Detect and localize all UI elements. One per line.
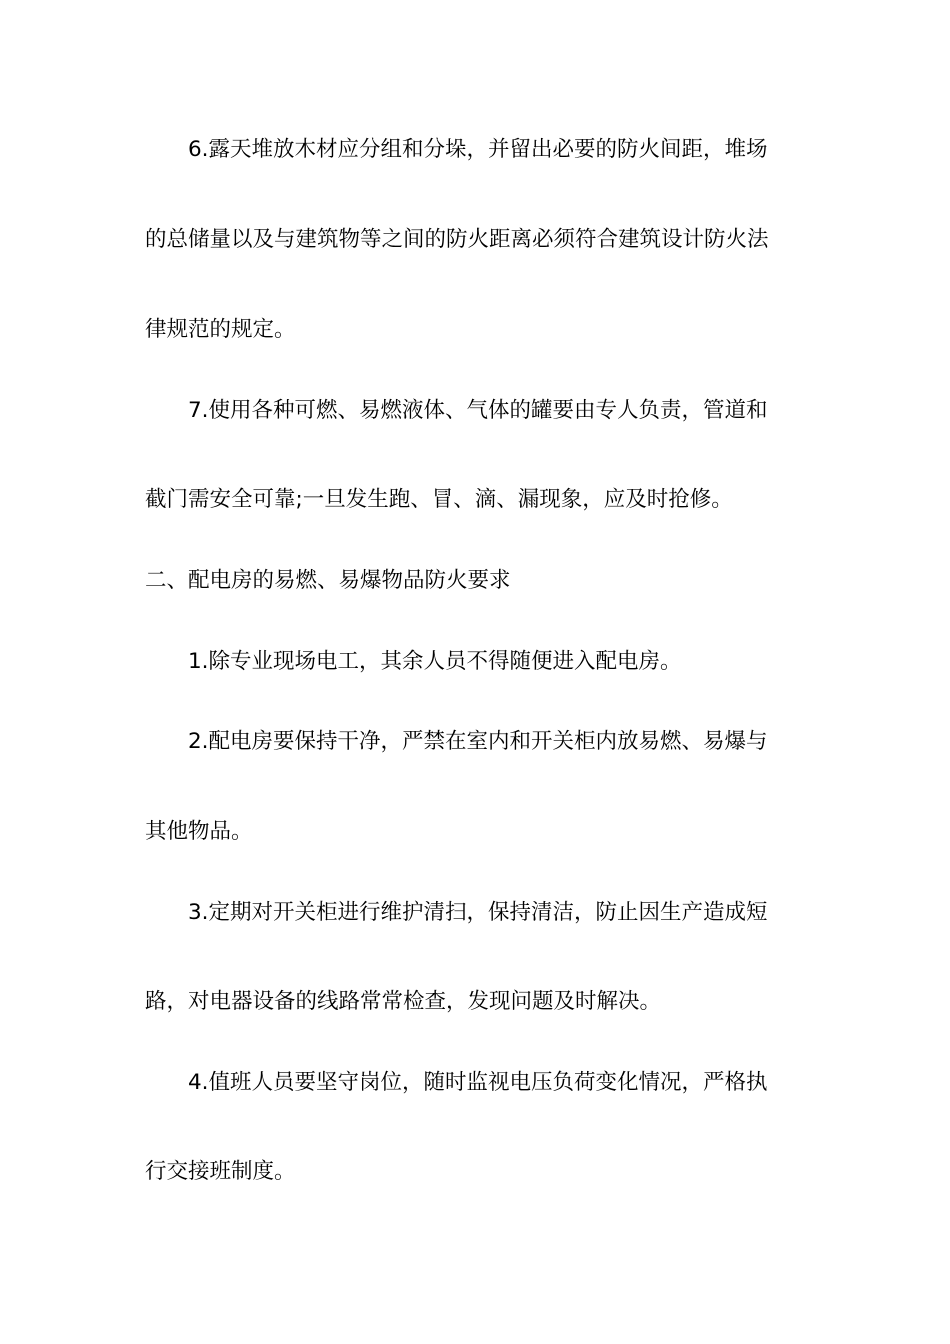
item-3-line-2: 路，对电器设备的线路常常检查，发现问题及时解决。 (145, 989, 662, 1014)
paragraph-6-line-1: 6.露天堆放木材应分组和分垛，并留出必要的防火间距，堆场 (188, 137, 768, 162)
item-3-line-1: 3.定期对开关柜进行维护清扫，保持清洁，防止因生产造成短 (188, 900, 768, 925)
item-1-line-1: 1.除专业现场电工，其余人员不得随便进入配电房。 (188, 649, 682, 674)
item-2-line-2: 其他物品。 (145, 819, 253, 844)
paragraph-6-line-2: 的总储量以及与建筑物等之间的防火距离必须符合建筑设计防火法 (145, 227, 769, 252)
item-4-line-1: 4.值班人员要坚守岗位，随时监视电压负荷变化情况，严格执 (188, 1070, 768, 1095)
paragraph-6-line-3: 律规范的规定。 (145, 317, 296, 342)
item-4-line-2: 行交接班制度。 (145, 1159, 296, 1184)
paragraph-7-line-2: 截门需安全可靠;一旦发生跑、冒、滴、漏现象，应及时抢修。 (145, 487, 733, 512)
item-2-line-1: 2.配电房要保持干净，严禁在室内和开关柜内放易燃、易爆与 (188, 729, 768, 754)
section-heading: 二、配电房的易燃、易爆物品防火要求 (145, 568, 511, 593)
paragraph-7-line-1: 7.使用各种可燃、易燃液体、气体的罐要由专人负责，管道和 (188, 398, 768, 423)
